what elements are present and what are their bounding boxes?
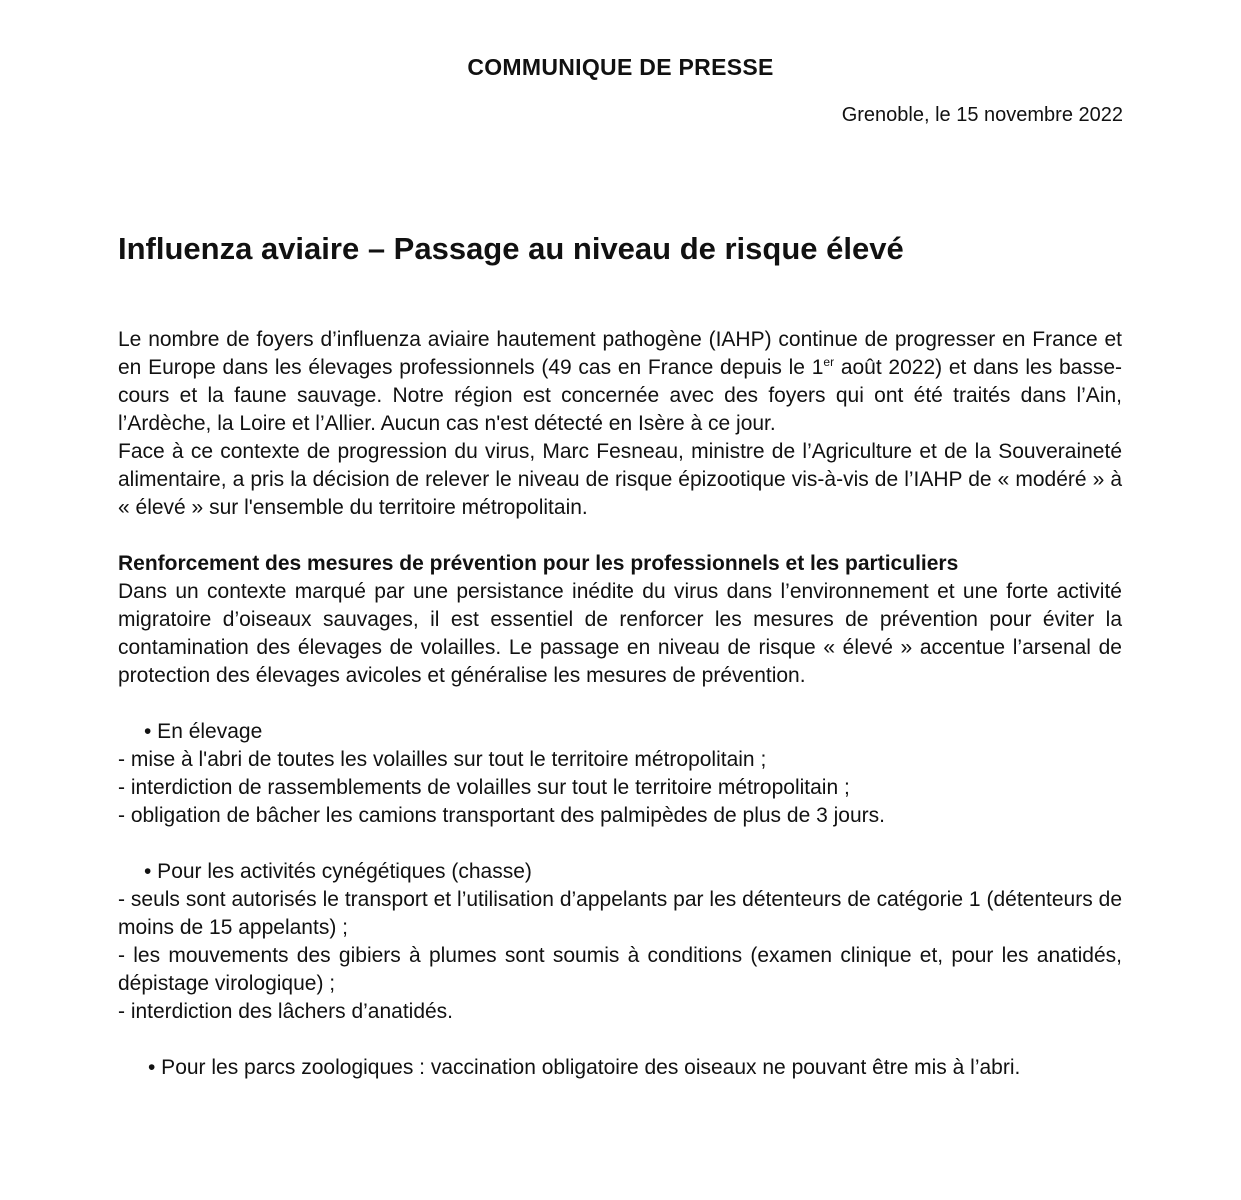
bullet-zoo: • Pour les parcs zoologiques : vaccination obligatoire des oiseaux ne pouvant être mis à l’abri. <box>148 1056 1021 1079</box>
section-heading: Renforcement des mesures de prévention pour les professionnels et les particuliers <box>118 552 959 575</box>
list-item: - mise à l'abri de toutes les volailles sur tout le territoire métropolitain ; <box>118 748 767 771</box>
ordinal-superscript: er <box>823 355 835 369</box>
list-item: - les mouvements des gibiers à plumes sont soumis à conditions (examen clinique et, pour les anatidés, dépistage virologique) ; <box>118 944 1122 995</box>
document-body <box>118 326 1122 1082</box>
list-item: - interdiction de rassemblements de volailles sur tout le territoire métropolitain ; <box>118 776 850 799</box>
intro-paragraph: Le nombre de foyers d’influenza aviaire hautement pathogène (IAHP) continue de progresser en France et en Europe dans les élevages professionnels (49 cas en France depuis le 1er août 2022) et dans les basse-cours et la faune sauvage. Notre région est concernée avec des foyers qui ont été traités dans l’Ain, l’Ardèche, la Loire et l’Allier. Aucun cas n'est détecté en Isère à ce jour. <box>118 328 1122 435</box>
list-item: - obligation de bâcher les camions transportant des palmipèdes de plus de 3 jours. <box>118 804 885 827</box>
section-paragraph: Dans un contexte marqué par une persistance inédite du virus dans l’environnement et une forte activité migratoire d’oiseaux sauvages, il est essentiel de renforcer les mesures de prévention pour éviter la contamination des élevages de volailles. Le passage en niveau de risque « élevé » accentue l’arsenal de protection des élevages avicoles et généralise les mesures de prévention. <box>118 580 1122 687</box>
dateline: Grenoble, le 15 novembre 2022 <box>841 104 1123 126</box>
list-item: - seuls sont autorisés le transport et l’utilisation d’appelants par les détenteurs de catégorie 1 (détenteurs de moins de 15 appelants) ; <box>118 888 1122 939</box>
bullet-chasse: • Pour les activités cynégétiques (chasse) <box>144 860 532 883</box>
document-type-label: COMMUNIQUE DE PRESSE <box>467 54 774 80</box>
list-item: - interdiction des lâchers d’anatidés. <box>118 1000 454 1023</box>
page-title: Influenza aviaire – Passage au niveau de risque élevé <box>118 231 904 266</box>
bullet-elevage: • En élevage <box>144 720 263 743</box>
context-paragraph: Face à ce contexte de progression du virus, Marc Fesneau, ministre de l’Agriculture et de la Souveraineté alimentaire, a pris la décision de relever le niveau de risque épizootique vis-à-vis de l’IAHP de « modéré » à « élevé » sur l'ensemble du territoire métropolitain. <box>118 440 1122 519</box>
